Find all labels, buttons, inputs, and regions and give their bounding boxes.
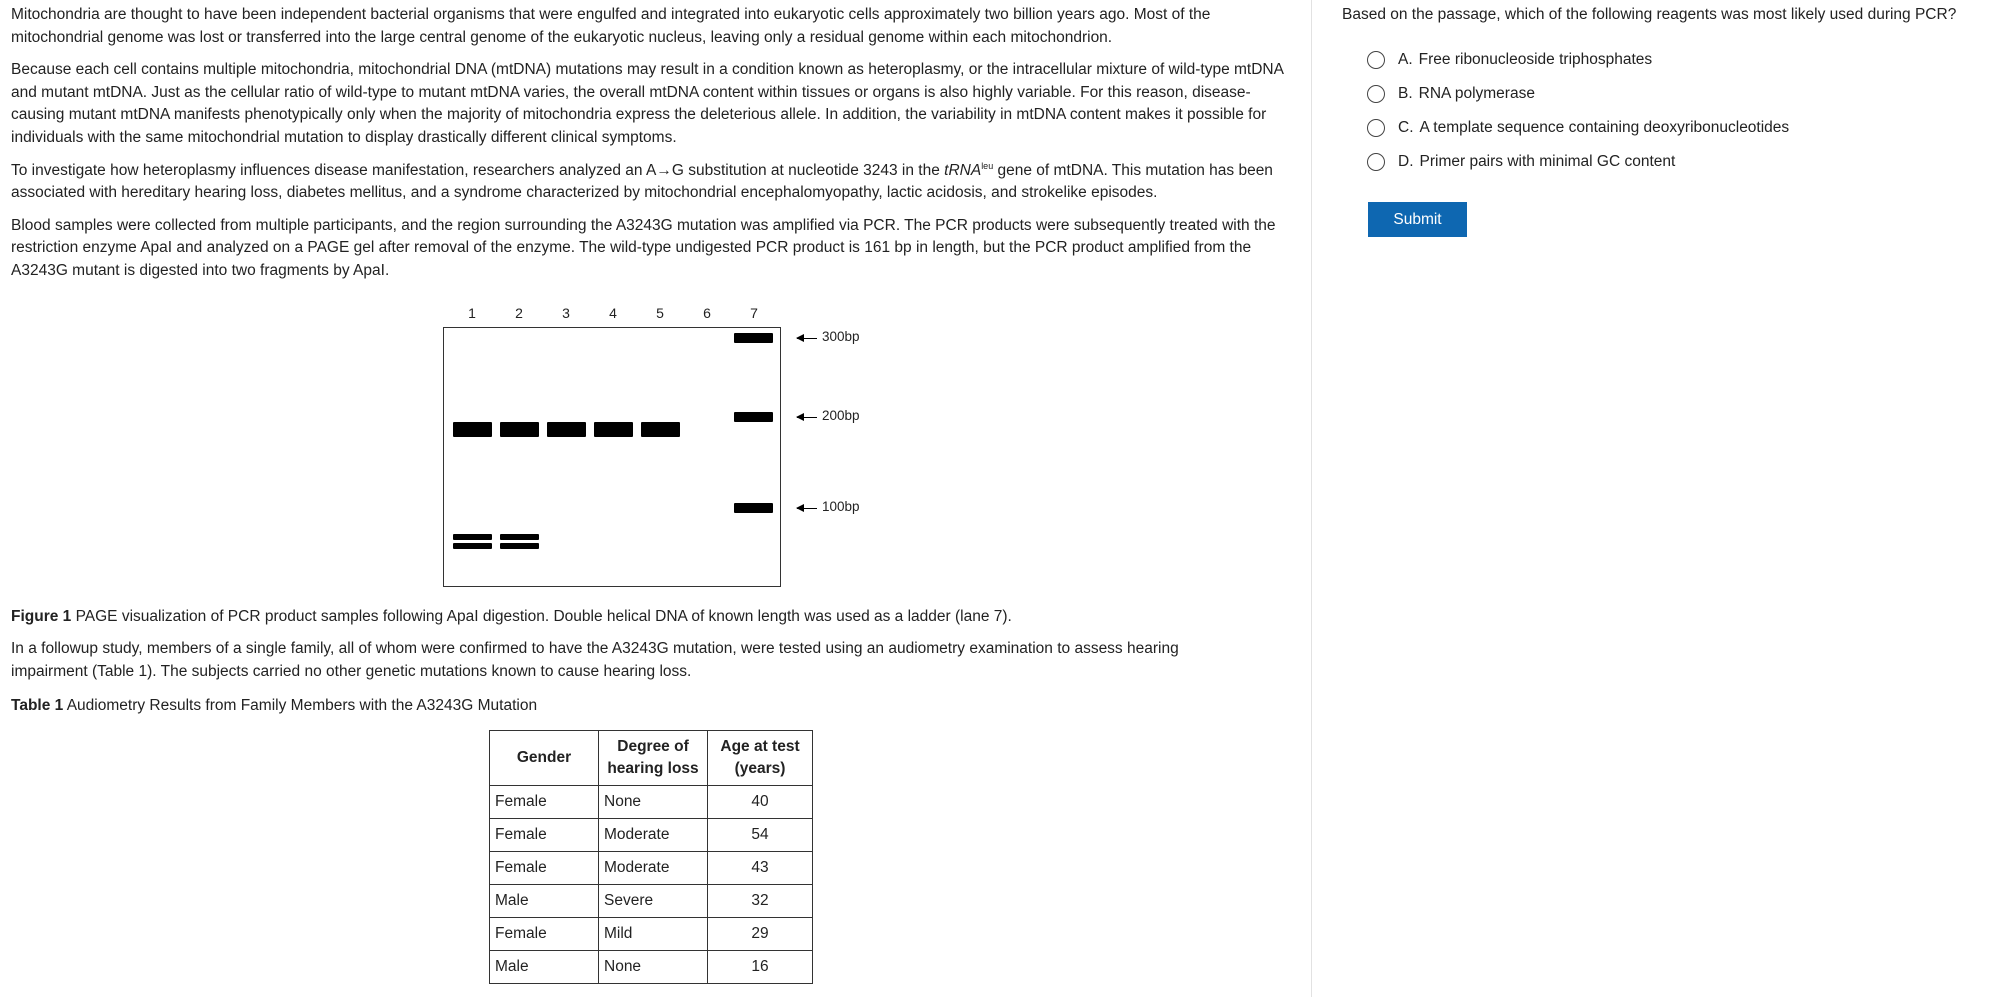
option-letter: C. <box>1398 119 1414 136</box>
passage-paragraph-1: Mitochondria are thought to have been independent bacterial organisms that were engulfed and integrated into eukaryotic cells approximately two billion years ago. Most of the mitochondrial genome was lost or transferred into the large central genome of the eukaryotic nucleus, leaving only a residual genome within each mitochondrion. <box>11 6 1211 46</box>
question-text: Based on the passage, which of the following reagents was most likely used during PCR? <box>1342 6 1957 23</box>
header-age-line2: (years) <box>734 760 786 777</box>
table-row <box>490 918 813 951</box>
passage-paragraph-6: In a followup study, members of a single family, all of whom were confirmed to have the A3243G mutation, were tested using an audiometry examination to assess hearing impairment (Table 1). The subjects carried no other genetic mutations known to cause hearing loss. <box>11 640 1179 680</box>
cell-degree: Moderate <box>599 819 708 852</box>
radio-button-c[interactable] <box>1367 119 1385 137</box>
gel-figure <box>11 300 911 600</box>
cell-degree: Mild <box>599 918 708 951</box>
option-letter: B. <box>1398 85 1413 102</box>
option-text: RNA polymerase <box>1418 85 1535 102</box>
table-row <box>490 852 813 885</box>
p3-text-before: To investigate how heteroplasmy influences disease manifestation, researchers analyzed an A→G substitution at nucleotide 3243 in the <box>11 161 945 179</box>
cell-age: 43 <box>708 852 813 885</box>
radio-button-a[interactable] <box>1367 51 1385 69</box>
answer-option-b[interactable] <box>1367 85 1535 103</box>
table-caption <box>11 695 537 718</box>
gel-band-lane3-undigested <box>547 422 586 437</box>
header-degree-line2: hearing loss <box>607 760 699 777</box>
gel-band-lane1-fragment-large <box>453 534 492 540</box>
cell-gender: Female <box>490 918 599 951</box>
header-gender-line1: Gender <box>516 749 572 766</box>
marker-arrow-200bp <box>797 417 817 418</box>
passage-paragraph-4: Blood samples were collected from multiple participants, and the region surrounding the A3243G mutation was amplified via PCR. The PCR products were subsequently treated with the restriction enzyme ApaI and analyzed on a PAGE gel after removal of the enzyme. The wild-type undigested PCR product is 161 bp in length, but the PCR product amplified from the A3243G mutant is digested into two fragments by ApaI. <box>11 216 1276 279</box>
passage-paragraph-3 <box>11 160 1296 205</box>
marker-arrow-300bp <box>797 338 817 339</box>
lane-number-5: 5 <box>656 305 664 321</box>
cell-degree: Severe <box>599 885 708 918</box>
cell-age: 54 <box>708 819 813 852</box>
cell-gender: Female <box>490 852 599 885</box>
answer-option-c[interactable] <box>1367 119 1789 137</box>
table-row <box>490 819 813 852</box>
lane-number-1: 1 <box>468 305 476 321</box>
figure-caption-text: PAGE visualization of PCR product samples following ApaI digestion. Double helical DNA of known length was used as a ladder (lane 7). <box>71 608 1012 625</box>
cell-age: 29 <box>708 918 813 951</box>
option-text: A template sequence containing deoxyribonucleotides <box>1419 119 1790 136</box>
option-text: Free ribonucleoside triphosphates <box>1418 51 1653 68</box>
cell-gender: Male <box>490 951 599 984</box>
gel-band-lane2-undigested <box>500 422 539 437</box>
passage-paragraph-2: Because each cell contains multiple mitochondria, mitochondrial DNA (mtDNA) mutations may result in a condition known as heteroplasmy, or the intracellular mixture of wild-type mtDNA and mutant mtDNA. Just as the cellular ratio of wild-type to mutant mtDNA varies, the overall mtDNA content within tissues or organs is also highly variable. For this reason, disease-causing mutant mtDNA manifests phenotypically only when the majority of mitochondria express the deleterious allele. In addition, the variability in mtDNA content makes it possible for individuals with the same mitochondrial mutation to display drastically different clinical symptoms. <box>11 61 1284 146</box>
table-row <box>490 885 813 918</box>
cell-degree: Moderate <box>599 852 708 885</box>
cell-gender: Female <box>490 786 599 819</box>
cell-age: 32 <box>708 885 813 918</box>
header-age-line1: Age at test <box>720 738 800 755</box>
marker-label-300bp: 300bp <box>822 329 860 344</box>
figure-caption-label: Figure 1 <box>11 608 72 625</box>
cell-gender: Male <box>490 885 599 918</box>
cell-degree: None <box>599 951 708 984</box>
lane-number-3: 3 <box>562 305 570 321</box>
gel-band-lane1-fragment-small <box>453 543 492 549</box>
audiometry-table <box>489 730 813 984</box>
gel-band-ladder-100bp <box>734 503 773 513</box>
lane-number-7: 7 <box>750 305 758 321</box>
option-letter: A. <box>1398 51 1413 68</box>
header-gender <box>490 731 599 786</box>
marker-label-200bp: 200bp <box>822 408 860 423</box>
gel-band-lane5-undigested <box>641 422 680 437</box>
radio-button-d[interactable] <box>1367 153 1385 171</box>
marker-arrow-100bp <box>797 508 817 509</box>
answer-option-d[interactable] <box>1367 153 1675 171</box>
header-degree <box>599 731 708 786</box>
header-age <box>708 731 813 786</box>
gel-box <box>443 327 781 587</box>
figure-caption <box>11 606 1012 629</box>
gel-band-lane2-fragment-large <box>500 534 539 540</box>
pane-divider <box>1311 0 1312 997</box>
gel-band-ladder-300bp <box>734 333 773 343</box>
cell-gender: Female <box>490 819 599 852</box>
radio-button-b[interactable] <box>1367 85 1385 103</box>
lane-number-6: 6 <box>703 305 711 321</box>
lane-number-4: 4 <box>609 305 617 321</box>
gel-band-lane2-fragment-small <box>500 543 539 549</box>
table-caption-label: Table 1 <box>11 697 64 714</box>
option-letter: D. <box>1398 153 1414 170</box>
trna-gene-name: tRNA <box>944 161 982 179</box>
answer-option-a[interactable] <box>1367 51 1652 69</box>
table-header-row <box>490 731 813 786</box>
trna-superscript: leu <box>981 160 994 171</box>
header-degree-line1: Degree of <box>617 738 689 755</box>
p3-text-after: gene of mtDNA. This mutation has been associated with hereditary hearing loss, diabetes mellitus, and a syndrome characterized by mitochondrial encephalomyopathy, lactic acidosis, and strokelike episodes. <box>11 161 1273 202</box>
table-caption-text: Audiometry Results from Family Members with the A3243G Mutation <box>63 697 538 714</box>
marker-label-100bp: 100bp <box>822 499 860 514</box>
cell-degree: None <box>599 786 708 819</box>
table-row <box>490 951 813 984</box>
passage-pane <box>11 0 1296 997</box>
option-text: Primer pairs with minimal GC content <box>1419 153 1676 170</box>
cell-age: 16 <box>708 951 813 984</box>
gel-band-lane1-undigested <box>453 422 492 437</box>
gel-band-ladder-200bp <box>734 412 773 422</box>
lane-number-2: 2 <box>515 305 523 321</box>
cell-age: 40 <box>708 786 813 819</box>
table-row <box>490 786 813 819</box>
gel-band-lane4-undigested <box>594 422 633 437</box>
submit-button[interactable]: Submit <box>1368 202 1467 237</box>
